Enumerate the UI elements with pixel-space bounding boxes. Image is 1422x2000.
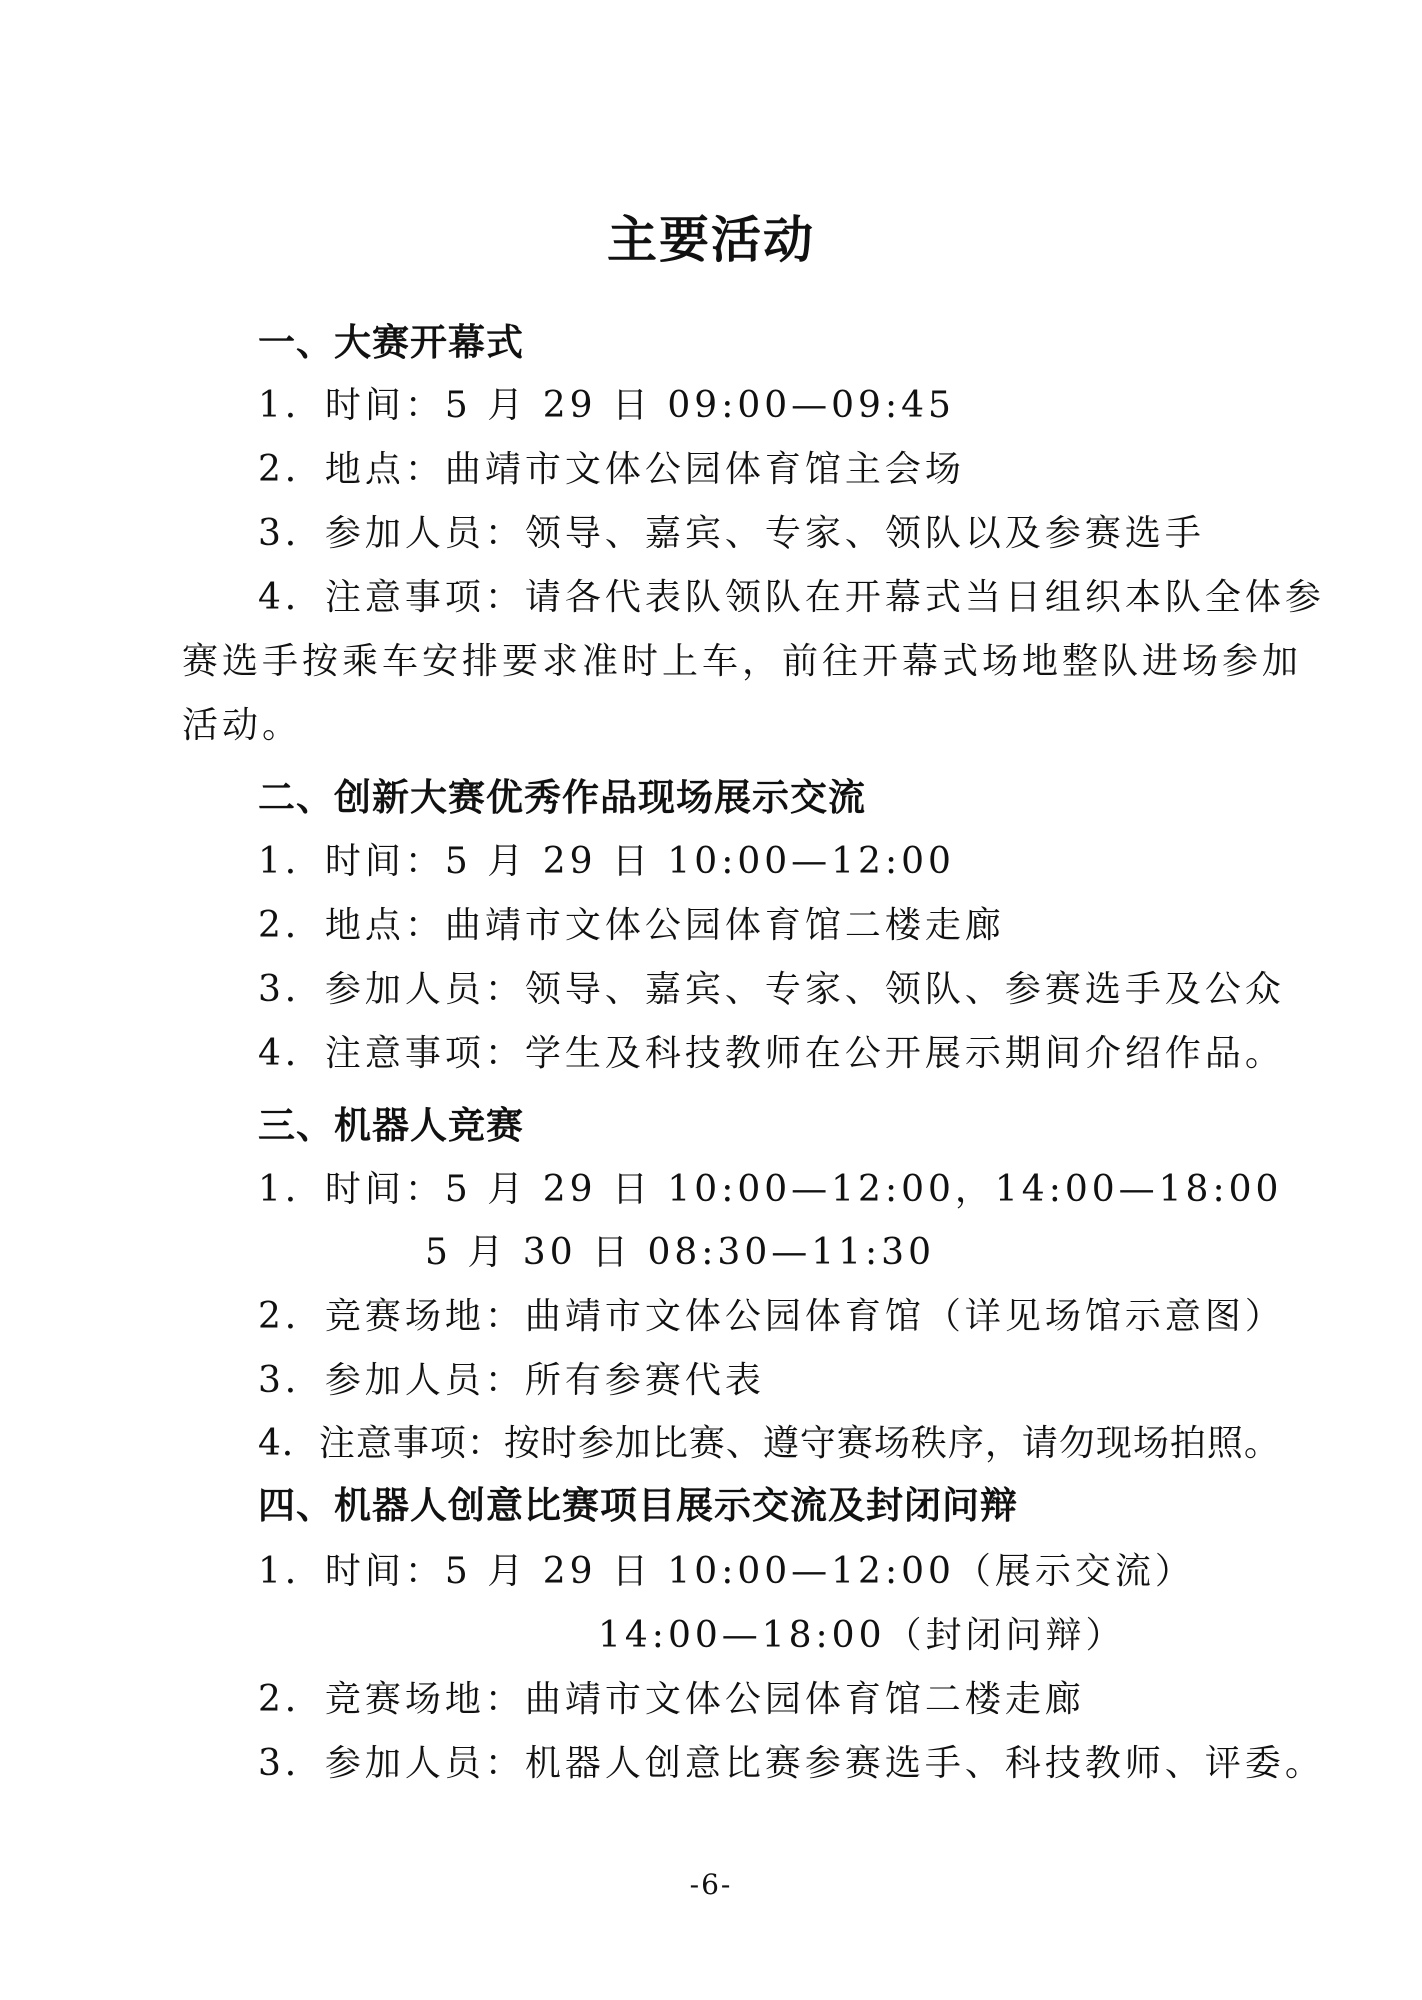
page-number: -6- bbox=[689, 1868, 733, 1901]
opening-participants-line: 3．参加人员：领导、嘉宾、专家、领队以及参赛选手 bbox=[258, 513, 1205, 554]
showcase-notes-line: 4．注意事项：学生及科技教师在公开展示期间介绍作品。 bbox=[258, 1033, 1285, 1074]
opening-notes-continuation: 赛选手按乘车安排要求准时上车，前往开幕式场地整队进场参加 bbox=[182, 641, 1303, 682]
opening-location-line: 2．地点：曲靖市文体公园体育馆主会场 bbox=[258, 449, 965, 490]
showcase-location-line: 2．地点：曲靖市文体公园体育馆二楼走廊 bbox=[258, 905, 1005, 946]
creative-venue-line: 2．竞赛场地：曲靖市文体公园体育馆二楼走廊 bbox=[258, 1679, 1085, 1720]
section-heading-innovation-showcase: 二、创新大赛优秀作品现场展示交流 bbox=[258, 776, 866, 819]
robot-time-line: 1．时间：5 月 29 日 10:00—12:00，14:00—18:00 bbox=[258, 1169, 1283, 1210]
creative-participants-line: 3．参加人员：机器人创意比赛参赛选手、科技教师、评委。 bbox=[258, 1743, 1325, 1784]
creative-time-line: 1．时间：5 月 29 日 10:00—12:00（展示交流） bbox=[258, 1551, 1195, 1592]
creative-time-line-defense: 14:00—18:00（封闭问辩） bbox=[598, 1615, 1126, 1656]
robot-participants-line: 3．参加人员：所有参赛代表 bbox=[258, 1360, 765, 1401]
showcase-time-line: 1．时间：5 月 29 日 10:00—12:00 bbox=[258, 841, 955, 882]
showcase-participants-line: 3．参加人员：领导、嘉宾、专家、领队、参赛选手及公众 bbox=[258, 969, 1285, 1010]
opening-notes-line: 4．注意事项：请各代表队领队在开幕式当日组织本队全体参 bbox=[258, 577, 1325, 618]
page-title: 主要活动 bbox=[607, 211, 815, 269]
robot-time-line-second-day: 5 月 30 日 08:30—11:30 bbox=[425, 1232, 935, 1273]
robot-venue-line: 2．竞赛场地：曲靖市文体公园体育馆（详见场馆示意图） bbox=[258, 1296, 1285, 1337]
section-heading-robot-competition: 三、机器人竞赛 bbox=[258, 1104, 524, 1147]
section-heading-creative-project: 四、机器人创意比赛项目展示交流及封闭问辩 bbox=[258, 1484, 1018, 1527]
opening-time-line: 1．时间：5 月 29 日 09:00—09:45 bbox=[258, 385, 955, 426]
section-heading-opening-ceremony: 一、大赛开幕式 bbox=[258, 321, 524, 364]
robot-notes-line: 4．注意事项：按时参加比赛、遵守赛场秩序，请勿现场拍照。 bbox=[258, 1423, 1281, 1464]
opening-notes-continuation-end: 活动。 bbox=[182, 705, 303, 746]
